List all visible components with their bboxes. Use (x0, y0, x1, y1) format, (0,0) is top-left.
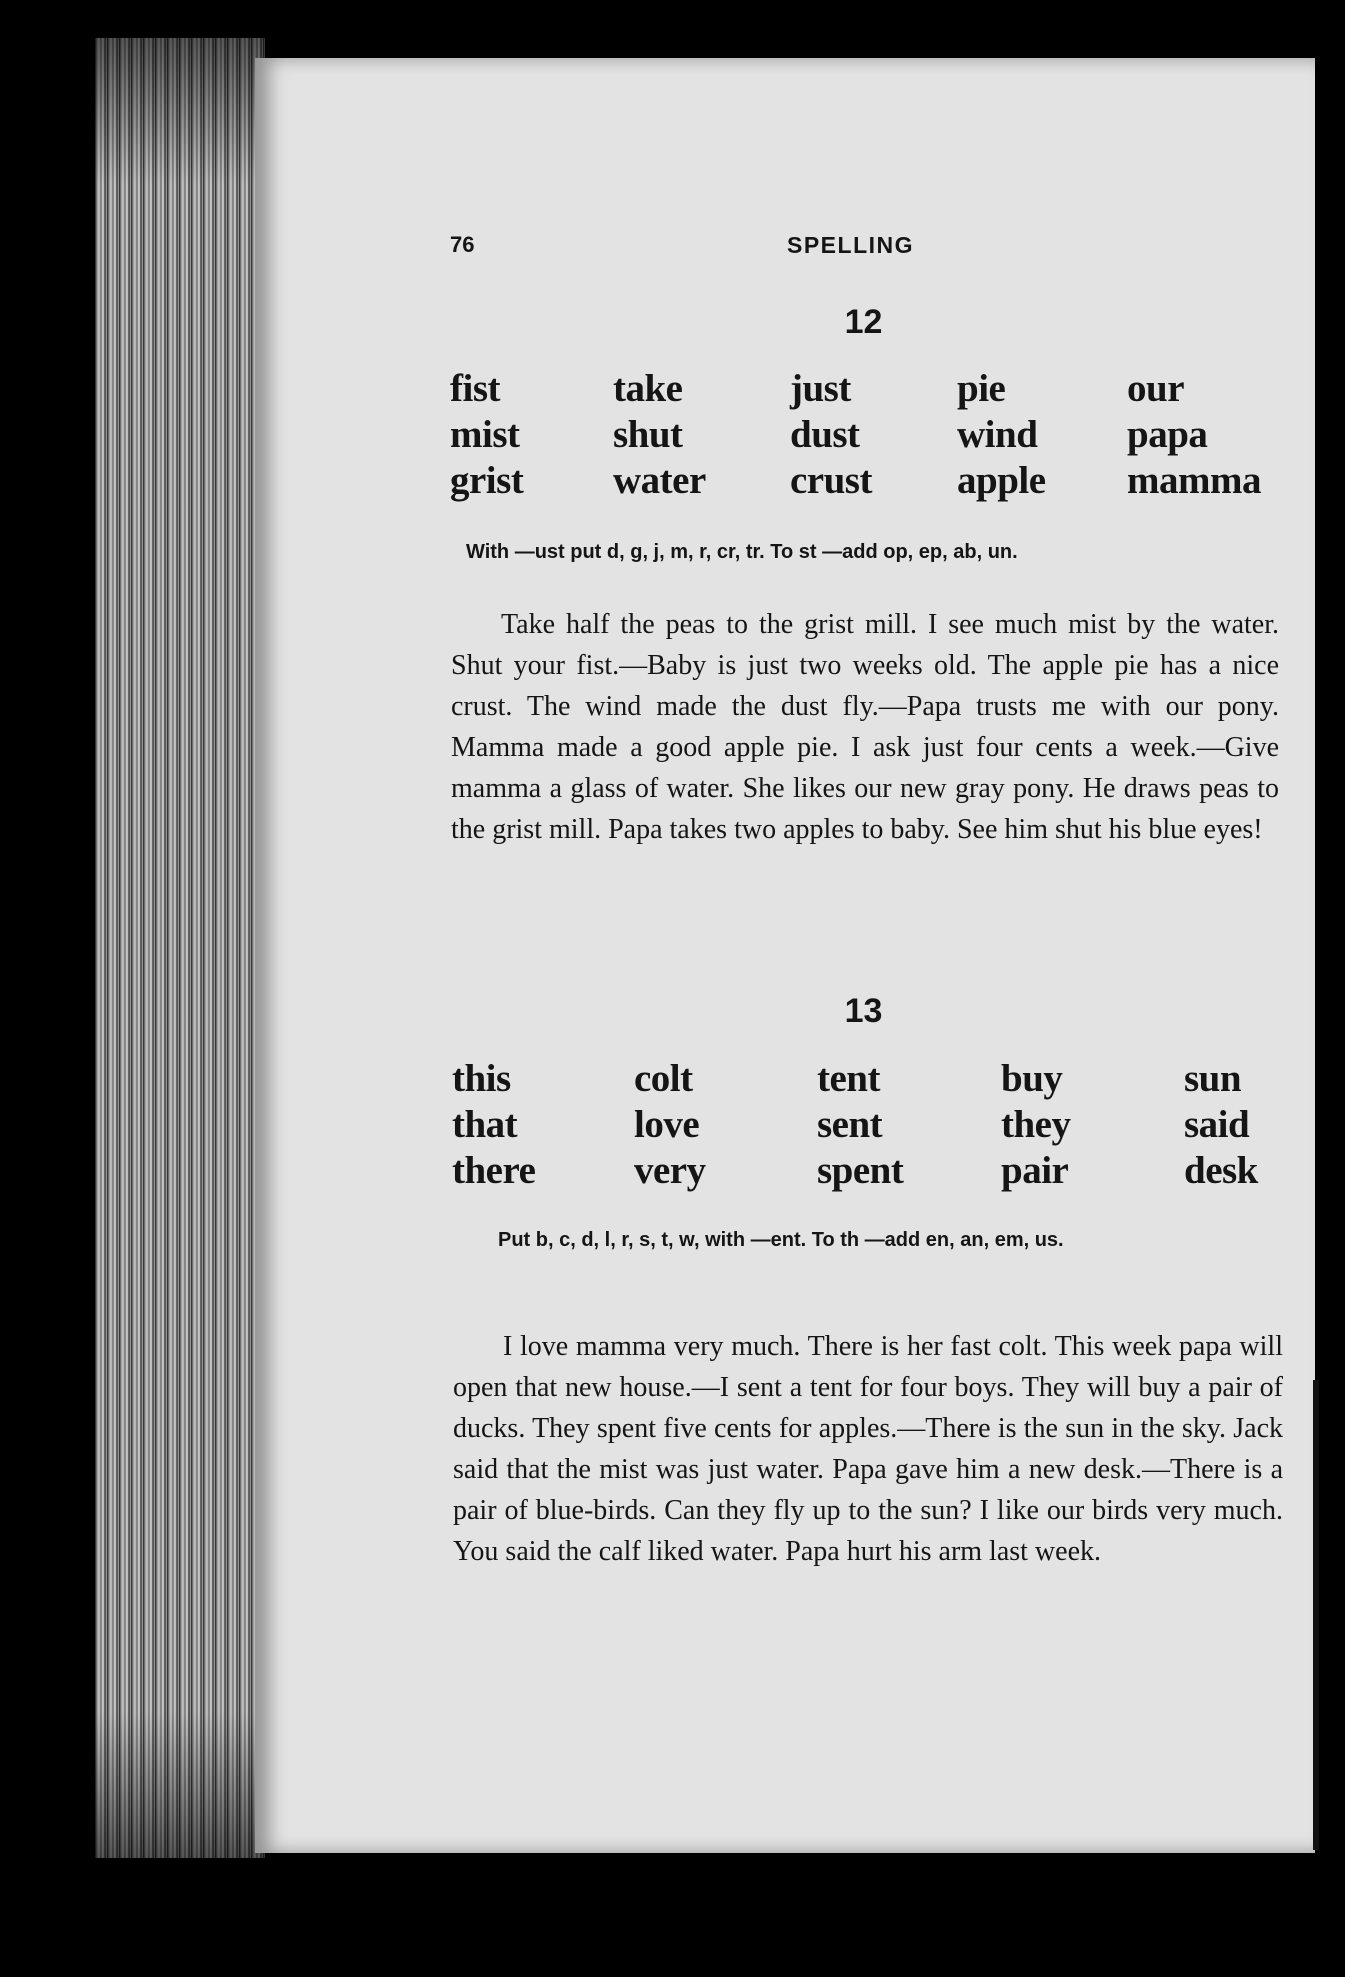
spelling-word: crust (790, 459, 872, 502)
spelling-word: just (790, 367, 851, 410)
spelling-instruction-13 (452, 1223, 1282, 1257)
spelling-word: pie (957, 367, 1006, 410)
spelling-word: there (452, 1149, 536, 1192)
word-column (1184, 1056, 1284, 1194)
spelling-instruction-text: Put b, c, d, l, r, s, t, w, with —ent. To th —add en, an, em, us. (498, 1229, 1064, 1251)
spelling-word: take (613, 367, 683, 410)
word-column (450, 366, 613, 504)
spelling-word: mamma (1127, 459, 1261, 502)
spelling-word: said (1184, 1103, 1250, 1146)
word-list-13 (452, 1056, 1284, 1194)
running-head: SPELLING (787, 232, 915, 258)
spelling-word: fist (450, 367, 500, 410)
spelling-word: mist (450, 413, 520, 456)
spelling-word: our (1127, 367, 1184, 410)
spelling-word: they (1001, 1103, 1071, 1146)
spelling-word: this (452, 1057, 511, 1100)
spelling-word: love (634, 1103, 700, 1146)
spelling-word: wind (957, 413, 1038, 456)
spelling-word: papa (1127, 413, 1208, 456)
word-column (957, 366, 1127, 504)
word-column (613, 366, 790, 504)
spelling-word: pair (1001, 1149, 1069, 1192)
word-column (1001, 1056, 1184, 1194)
spelling-word: apple (957, 459, 1046, 502)
spelling-word: that (452, 1103, 518, 1146)
page-number: 76 (450, 232, 475, 257)
word-column (1127, 366, 1287, 504)
word-column (452, 1056, 634, 1194)
spelling-word: desk (1184, 1149, 1258, 1192)
word-column (790, 366, 957, 504)
spelling-word: spent (817, 1149, 904, 1192)
lesson-number-12: 12 (844, 303, 883, 341)
spelling-word: buy (1001, 1057, 1063, 1100)
spelling-word: sent (817, 1103, 883, 1146)
spelling-instruction-12: With —ust put d, g, j, m, r, cr, tr. To st —add op, ep, ab, un. (466, 541, 1018, 563)
word-column (634, 1056, 817, 1194)
reading-paragraph-13: I love mamma very much. There is her fast colt. This week papa will open that new house.—I sent a tent for four boys. They will buy a pair of ducks. They spent five cents for apples.—There is the sun in the sky. Jack said that the mist was just water. Papa gave him a new desk.—There is a pair of blue-birds. Can they fly up to the sun? I like our birds very much. You said the calf liked water. Papa hurt his arm last week. (453, 1331, 1283, 1567)
spelling-word: water (613, 459, 706, 502)
spelling-word: very (634, 1149, 706, 1192)
lesson-number-13: 13 (844, 992, 883, 1030)
word-column (817, 1056, 1001, 1194)
word-list-12 (450, 366, 1287, 504)
spelling-word: grist (450, 459, 524, 502)
page-edge-shadow (1313, 1380, 1319, 1850)
spelling-word: shut (613, 413, 683, 456)
spelling-word: colt (634, 1057, 693, 1100)
spelling-word: tent (817, 1057, 880, 1100)
spelling-word: sun (1184, 1057, 1242, 1100)
spelling-word: dust (790, 413, 860, 456)
reading-paragraph-12: Take half the peas to the grist mill. I see much mist by the water. Shut your fist.—Baby is just two weeks old. The apple pie has a nice crust. The wind made the dust fly.—Papa trusts me with our pony. Mamma made a good apple pie. I ask just four cents a week.—Give mamma a glass of water. She likes our new gray pony. He draws peas to the grist mill. Papa takes two apples to baby. See him shut his blue eyes! (451, 609, 1279, 845)
